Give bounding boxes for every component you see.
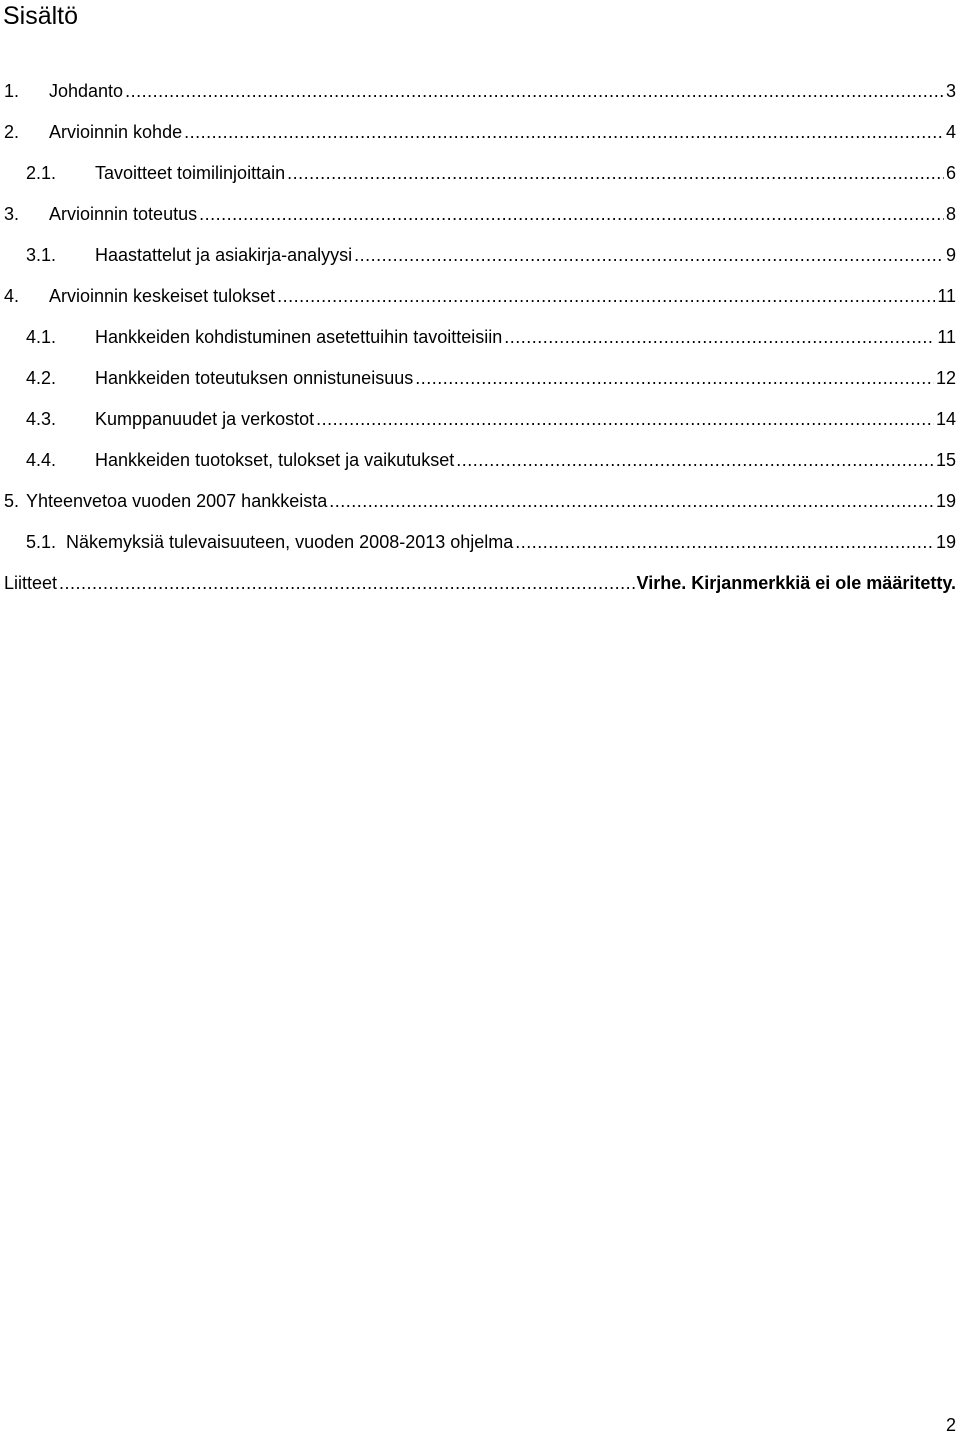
toc-entry-title: Arvioinnin kohde <box>49 122 183 142</box>
toc-entry-number: 5. <box>4 491 20 511</box>
toc-entry-5-1[interactable] <box>26 527 956 557</box>
toc-entry-page: 19 <box>935 491 956 511</box>
toc-entry-3-1[interactable] <box>26 240 956 270</box>
toc-entry-page: 3 <box>945 81 956 101</box>
toc-dot-leader <box>184 117 944 147</box>
toc-dot-leader <box>415 363 934 393</box>
toc-entry-2-1[interactable] <box>26 158 956 188</box>
toc-entry-number: 4. <box>4 286 20 306</box>
toc-dot-leader <box>199 199 944 229</box>
toc-entry-4-3[interactable] <box>26 404 956 434</box>
toc-entry-page: 9 <box>945 245 956 265</box>
toc-entry-title: Kumppanuudet ja verkostot <box>95 409 315 429</box>
toc-entry-number: 2. <box>4 122 20 142</box>
toc-entry-page: 15 <box>935 450 956 470</box>
toc-entry-number: 4.2. <box>26 368 57 388</box>
toc-entry-4-2[interactable] <box>26 363 956 393</box>
toc-dot-leader <box>354 240 944 270</box>
toc-entry-title: Hankkeiden kohdistuminen asetettuihin tavoitteisiin <box>95 327 503 347</box>
toc-entry-title: Johdanto <box>49 81 124 101</box>
toc-entry-liitteet[interactable] <box>4 568 956 598</box>
toc-entry-number: 4.4. <box>26 450 57 470</box>
toc-dot-leader <box>59 568 634 598</box>
toc-entry-5[interactable] <box>4 486 956 516</box>
toc-entry-number: 3. <box>4 204 20 224</box>
toc-entry-page: 19 <box>935 532 956 552</box>
toc-entry-2[interactable] <box>4 117 956 147</box>
toc-entry-title: Arvioinnin toteutus <box>49 204 198 224</box>
toc-dot-leader <box>125 76 944 106</box>
toc-entry-number: 4.3. <box>26 409 57 429</box>
toc-entry-number: 1. <box>4 81 20 101</box>
toc-dot-leader <box>277 281 935 311</box>
toc-entry-title: Näkemyksiä tulevaisuuteen, vuoden 2008-2013 ohjelma <box>66 532 514 552</box>
toc-entry-page: 11 <box>937 327 956 347</box>
toc-dot-leader <box>329 486 934 516</box>
toc-entry-page: 12 <box>935 368 956 388</box>
toc-dot-leader <box>316 404 934 434</box>
toc-entry-error-message: Virhe. Kirjanmerkkiä ei ole määritetty. <box>636 573 956 593</box>
toc-entry-4[interactable] <box>4 281 956 311</box>
page-number: 2 <box>945 1415 956 1435</box>
toc-entry-title: Liitteet <box>4 573 58 593</box>
toc-dot-leader <box>456 445 934 475</box>
toc-entry-number: 5.1. <box>26 532 57 552</box>
toc-entry-page: 6 <box>945 163 956 183</box>
toc-dot-leader <box>504 322 935 352</box>
toc-entry-number: 2.1. <box>26 163 57 183</box>
toc-entry-page: 8 <box>945 204 956 224</box>
toc-dot-leader <box>287 158 944 188</box>
toc-entry-page: 11 <box>937 286 956 306</box>
toc-entry-number: 4.1. <box>26 327 57 347</box>
toc-entry-1[interactable] <box>4 76 956 106</box>
toc-entry-3[interactable] <box>4 199 956 229</box>
toc-entry-4-4[interactable] <box>26 445 956 475</box>
toc-entry-page: 14 <box>935 409 956 429</box>
toc-dot-leader <box>515 527 934 557</box>
page-title: Sisältö <box>3 2 79 30</box>
toc-entry-title: Yhteenvetoa vuoden 2007 hankkeista <box>26 491 328 511</box>
toc-entry-title: Haastattelut ja asiakirja-analyysi <box>95 245 353 265</box>
toc-entry-number: 3.1. <box>26 245 57 265</box>
toc-entry-title: Arvioinnin keskeiset tulokset <box>49 286 276 306</box>
toc-entry-page: 4 <box>945 122 956 142</box>
toc-entry-title: Hankkeiden toteutuksen onnistuneisuus <box>95 368 414 388</box>
toc-entry-title: Tavoitteet toimilinjoittain <box>95 163 286 183</box>
toc-entry-title: Hankkeiden tuotokset, tulokset ja vaikutukset <box>95 450 455 470</box>
toc-entry-4-1[interactable] <box>26 322 956 352</box>
